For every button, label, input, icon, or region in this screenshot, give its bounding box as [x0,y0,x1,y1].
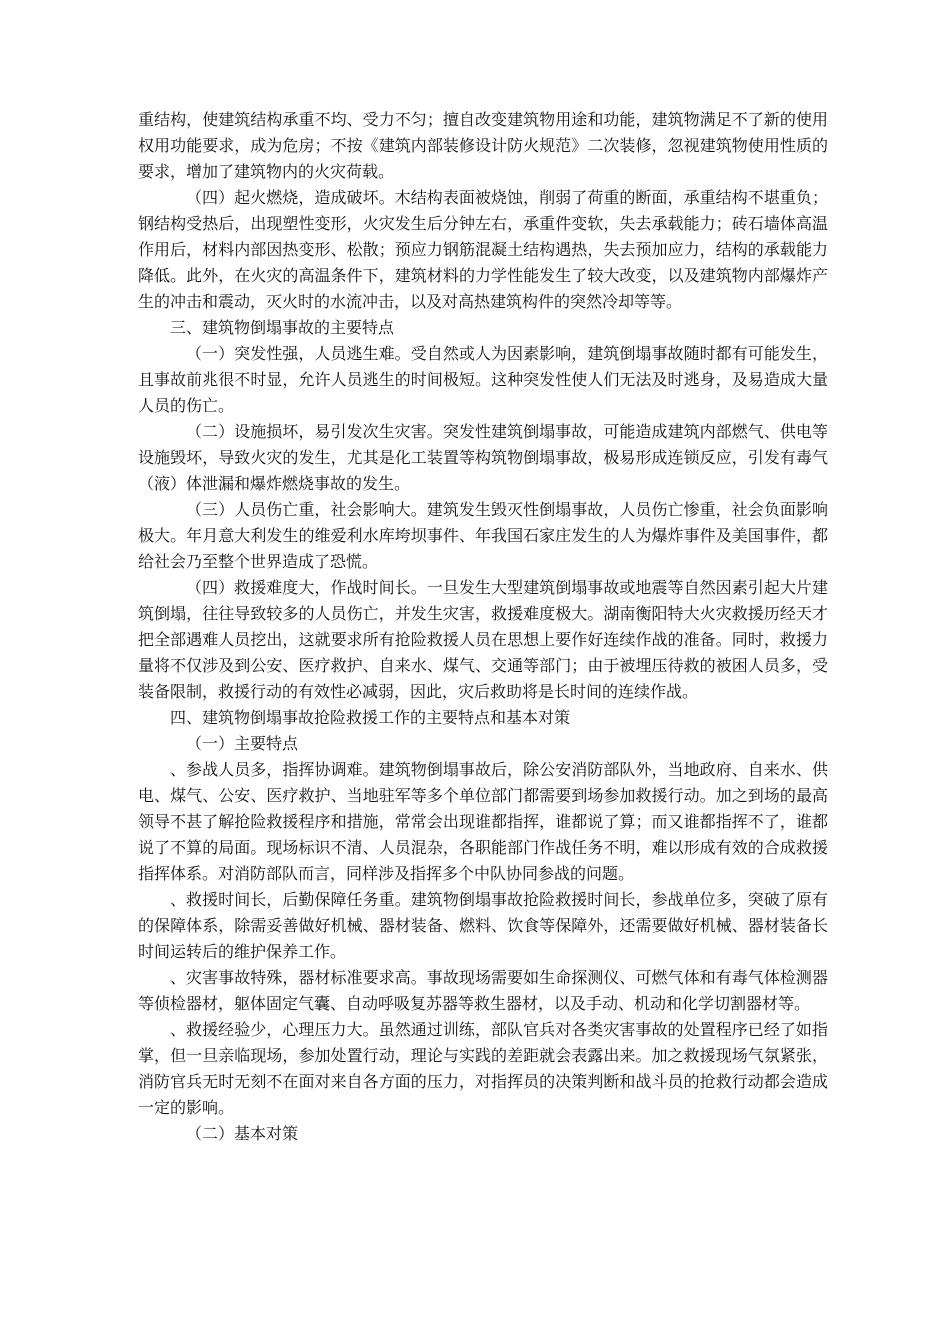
paragraph-structure-intro: 重结构，使建筑结构承重不均、受力不匀；擅自改变建筑物用途和功能，建筑物满足不了新的使用权用功能要求，成为危房；不按《建筑内部装修设计防火规范》二次装修，忽视建筑物使用性质的要求，增加了建筑物内的火灾荷载。 [138,110,828,181]
paragraph-feature-2: 、救援时间长，后勤保障任务重。建筑物倒塌事故抢险救援时间长，参战单位多，突破了原有的保障体系，除需妥善做好机械、器材装备、燃料、饮食等保障外，还需要做好机械、器材装备长时间运转后的维护保养工作。 [138,890,828,961]
paragraph-sudden: （一）突发性强，人员逃生难。受自然或人为因素影响，建筑倒塌事故随时都有可能发生，且事故前兆很不时显，允许人员逃生的时间极短。这种突发性使人们无法及时逃身，及易造成大量人员的伤亡。 [138,344,828,415]
subheading-main-features: （一）主要特点 [186,734,299,753]
subheading-basic-countermeasures: （二）基本对策 [186,1124,299,1143]
paragraph-feature-4: 、救援经验少，心理压力大。虽然通过训练，部队官兵对各类灾害事故的处置程序已经了如指掌，但一旦亲临现场，参加处置行动，理论与实践的差距就会表露出来。加之救援现场气氛紧张，消防官兵无时无刻不在面对来自各方面的压力，对指挥员的决策判断和战斗员的抢救行动都会造成一定的影响。 [138,1020,828,1117]
paragraph-facility-damage: （二）设施损坏，易引发次生灾害。突发性建筑倒塌事故，可能造成建筑内部燃气、供电等设施毁坏，导致火灾的发生，尤其是化工装置等构筑物倒塌事故，极易形成连锁反应，引发有毒气（液）体泄漏和爆炸燃烧事故的发生。 [138,422,828,493]
paragraph-feature-1: 、参战人员多，指挥协调难。建筑物倒塌事故后，除公安消防部队外，当地政府、自来水、供电、煤气、公安、医疗救护、当地驻军等多个单位部门都需要到场参加救援行动。加之到场的最高领导不甚了解抢险救援程序和措施，常常会出现谁都指挥，谁都说了算；而又谁都指挥不了，谁都说了不算的局面。现场标识不清、人员混杂，各职能部门作战任务不明，难以形成有效的合成救援指挥体系。对消防部队而言，同样涉及指挥多个中队协同参战的问题。 [138,760,828,883]
document-page [138,107,828,1147]
section-heading-4: 四、建筑物倒塌事故抢险救援工作的主要特点和基本对策 [170,708,571,727]
paragraph-feature-3: 、灾害事故特殊，器材标准要求高。事故现场需要如生命探测仪、可燃气体和有毒气体检测器等侦检器材，躯体固定气囊、自动呼吸复苏器等救生器材，以及手动、机动和化学切割器材等。 [138,968,828,1013]
paragraph-casualties: （三）人员伤亡重，社会影响大。建筑发生毁灭性倒塌事故，人员伤亡惨重，社会负面影响极大。年月意大利发生的维爱利水库垮坝事件、年我国石家庄发生的人为爆炸事件及美国事件，都给社会乃至整个世界造成了恐慌。 [138,500,828,571]
section-heading-3: 三、建筑物倒塌事故的主要特点 [170,318,395,337]
paragraph-fire-burning: （四）起火燃烧，造成破坏。木结构表面被烧蚀，削弱了荷重的断面，承重结构不堪重负；钢结构受热后，出现塑性变形，火灾发生后分钟左右，承重件变软，失去承载能力；砖石墙体高温作用后，材料内部因热变形、松散；预应力钢筋混凝土结构遇热，失去预加应力，结构的承载能力降低。此外，在火灾的高温条件下，建筑材料的力学性能发生了较大改变，以及建筑物内部爆炸产生的冲击和震动，灭火时的水流冲击，以及对高热建筑构件的突然冷却等等。 [138,188,828,311]
paragraph-rescue-difficulty: （四）救援难度大，作战时间长。一旦发生大型建筑倒塌事故或地震等自然因素引起大片建筑倒塌，往往导致较多的人员伤亡，并发生灾害，救援难度极大。湖南衡阳特大火灾救援历经天才把全部遇难人员挖出，这就要求所有抢险救援人员在思想上要作好连续作战的准备。同时，救援力量将不仅涉及到公安、医疗救护、自来水、煤气、交通等部门；由于被埋压待救的被困人员多，受装备限制，救援行动的有效性必减弱，因此，灾后救助将是长时间的连续作战。 [138,578,828,701]
